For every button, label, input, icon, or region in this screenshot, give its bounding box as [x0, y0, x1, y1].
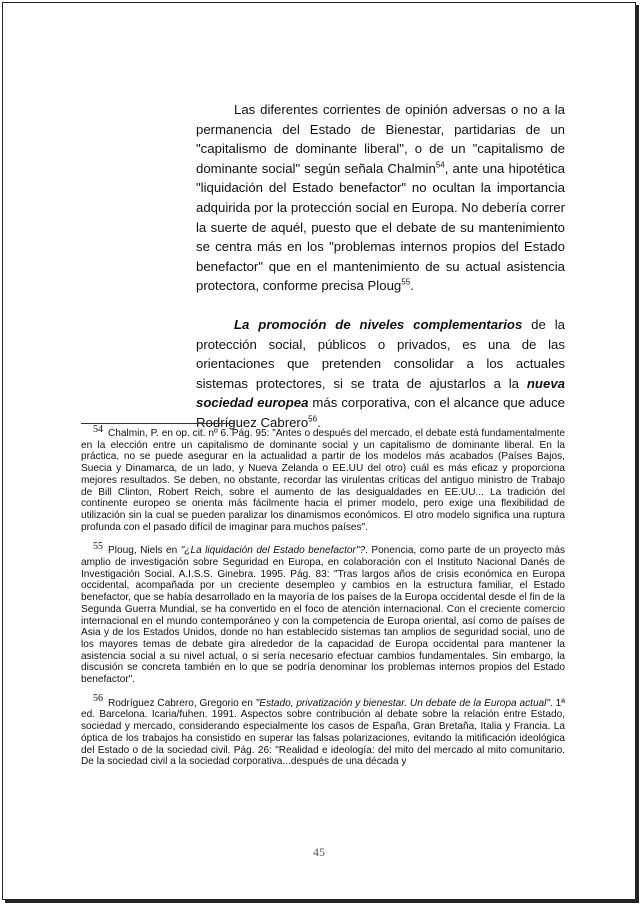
emphasis-nueva-sociedad: nueva sociedad europea — [196, 375, 565, 411]
footnote-56: 56 Rodríguez Cabrero, Gregorio en "Estado, privatización y bienestar. Un debate de la Europa actual". 1ª ed. Barcelona. Icaria/fuhen. 1991. Aspectos sobre contribución al debate sobre la relación entre Estado, sociedad y mercado, considerando especialmente los casos de España, Gran Bretaña, Italia y Francia. La óptica de los trabajos ha consistido en superar las falsas polarizaciones, evitando la mitificación ideológica del Estado o de la sociedad civil. Pág. 26: "Realidad e ideología: del mito del mercado al mito comunitario. De la sociedad civil a la sociedad corporativa...después de una década y — [81, 693, 565, 768]
paragraph-2: La promoción de niveles complementarios de la protección social, públicos o privados, es una de las orientaciones que pretenden consolidar a los actuales sistemas protectores, si se trata de ajustarlos a la nueva sociedad europea más corporativa, con el alcance que aduce Rodríguez Cabrero$^{56}$. — [196, 316, 566, 430]
footnote-number: 54 — [93, 423, 103, 435]
page-number: 45 — [313, 845, 325, 859]
paragraph-1: Las diferentes corrientes de opinión adversas o no a la permanencia del Estado de Bienestar, partidarias de un "capitalismo de dominante liberal", o de un "capitalismo de dominante social" según señala Chalmin$^{54}$, ante una hipotética "liquidación del Estado benefactor" no ocultan la importancia adquirida por la protección social en Europa. No debería correr la suerte de aquél, puesto que el debate de su mantenimiento se centra más en los "problemas internos propios del Estado benefactor" que en el mantenimiento de su actual asistencia protectora, conforme precisa Ploug$^{55}$. — [196, 102, 565, 294]
footnotes — [81, 423, 565, 780]
document-page — [2, 2, 636, 900]
footnote-ref-54[interactable]: 54 — [435, 160, 445, 170]
work-title: "¿La liquidación del Estado benefactor"? — [180, 545, 366, 557]
main-text — [196, 100, 565, 433]
footnote-ref-56[interactable]: 56 — [308, 414, 318, 424]
footnote-54 — [81, 423, 565, 533]
emphasis-promocion: La promoción de niveles complementarios — [234, 316, 523, 332]
work-title: "Estado, privatización y bienestar. Un debate de la Europa actual" — [255, 697, 550, 709]
footnote-ref-55[interactable]: 55 — [401, 277, 411, 287]
footnote-number: 55 — [93, 540, 103, 552]
footnote-separator — [81, 423, 235, 424]
footnote-number: 56 — [93, 693, 103, 705]
footnote-55: 55 Ploug, Niels en "¿La liquidación del Estado benefactor"?. Ponencia, como parte de un proyecto más amplio de investigación sobre Seguridad en Europa, en colaboración con el Instituto Nacional Danés de Investigación Social. A.I.S.S. Ginebra. 1995. Pág. 83: "Tras largos años de crisis económica en Europa occidental, acompañada por un creciente desempleo y cambios en la estructura familiar, el Estado benefactor, que se había desarrollado en la mayoría de los países de la Europa occidental desde el fin de la Segunda Guerra Mundial, se ha convertido en el foco de atención internacional. Con el creciente comercio internacional en el mundo contemporáneo y con la competencia de Europa oriental, así como de países de Asia y de los Estados Unidos, donde no han establecido sistemas tan amplios de seguridad social, uno de los mayores temas de debate gira alrededor de la capacidad de Europa occidental para mantener la asistencia social a su nivel actual, o si sería necesario efectuar cambios fundamentales. Sin embargo, la discusión se concreta también en lo que se podría denominar los problemas internos propios del Estado benefactor". — [81, 540, 565, 686]
footnote-text: Chalmin, P. en op. cit. nº 6. Pág. 95: "Antes o después del mercado, el debate está fundamentalmente en la elección entre un capitalismo de dominante social y un capitalismo de dominante liberal. En la práctica, no se puede asegurar en la actualidad a partir de los modelos más acabados (Países Bajos, Suecia y Dinamarca, de un lado, y Nueva Zelanda o EE.UU del otro) cuál es más eficaz y proporciona mejores resultados. Se deben, no obstante, recordar las virulentas críticas del antiguo ministro de Trabajo de Bill Clinton, Robert Reich, sobre el aumento de las desigualdades en EE.UU... La tradición del continente europeo se orienta más fácilmente hacia el primer modelo, pero exige una flexibilidad de utilización sin la cual se pueden paralizar los dinamismos económicos. El otro modelo significa una ruptura profunda con el pasado difícil de imaginar para muchos países". — [81, 428, 565, 533]
